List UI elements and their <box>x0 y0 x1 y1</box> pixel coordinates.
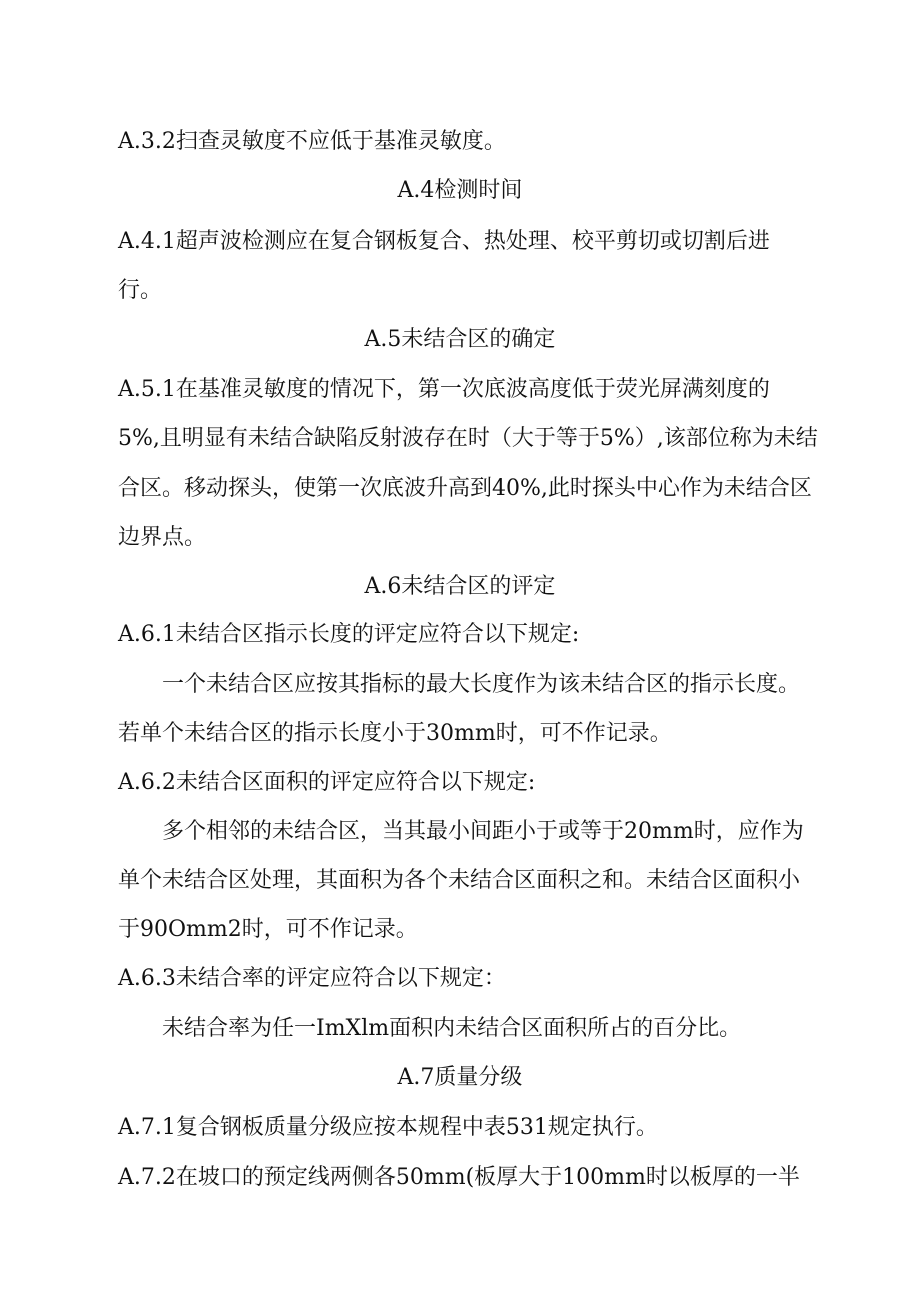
clause-a-4-1-line-1: A.4.1超声波检测应在复合钢板复合、热处理、校平剪切或切割后进 <box>118 229 770 254</box>
section-heading-a-6: A.6未结合区的评定 <box>364 574 556 599</box>
clause-a-6-1: A.6.1未结合区指示长度的评定应符合以下规定: <box>118 622 580 647</box>
clause-a-5-1-line-3: 合区。移动探头，使第一次底波升高到40%,此时探头中心作为未结合区 <box>118 476 812 501</box>
clause-a-6-3: A.6.3未结合率的评定应符合以下规定： <box>118 966 506 991</box>
clause-a-6-2: A.6.2未结合区面积的评定应符合以下规定: <box>118 770 536 795</box>
clause-a-6-3-body: 未结合率为任一ImXlm面积内未结合区面积所占的百分比。 <box>162 1016 742 1041</box>
section-heading-a-5: A.5未结合区的确定 <box>364 327 556 352</box>
clause-a-5-1-line-2: 5%,且明显有未结合缺陷反射波存在时（大于等于5%）,该部位称为未结 <box>118 426 818 451</box>
section-heading-a-7: A.7质量分级 <box>397 1065 523 1090</box>
clause-a-3-2: A.3.2扫查灵敏度不应低于基准灵敏度。 <box>118 129 506 154</box>
clause-a-6-2-body-line-1: 多个相邻的未结合区，当其最小间距小于或等于20mm时，应作为 <box>162 819 804 844</box>
clause-a-6-2-body-line-2: 单个未结合区处理，其面积为各个未结合区面积之和。未结合区面积小 <box>118 868 801 893</box>
clause-a-7-1: A.7.1复合钢板质量分级应按本规程中表531规定执行。 <box>118 1115 658 1140</box>
clause-a-6-1-body-line-2: 若单个未结合区的指示长度小于30mm时，可不作记录。 <box>118 721 672 746</box>
clause-a-5-1-line-4: 边界点。 <box>118 525 207 550</box>
clause-a-4-1-line-2: 行。 <box>118 278 163 303</box>
section-heading-a-4: A.4检测时间 <box>397 178 523 203</box>
clause-a-5-1-line-1: A.5.1在基准灵敏度的情况下，第一次底波高度低于荧光屏满刻度的 <box>118 377 770 402</box>
clause-a-6-2-body-line-3: 于90Omm2时，可不作记录。 <box>118 917 418 942</box>
clause-a-6-1-body-line-1: 一个未结合区应按其指标的最大长度作为该未结合区的指示长度。 <box>162 672 801 697</box>
clause-a-7-2: A.7.2在坡口的预定线两侧各50mm(板厚大于100mm时以板厚的一半 <box>118 1165 800 1190</box>
